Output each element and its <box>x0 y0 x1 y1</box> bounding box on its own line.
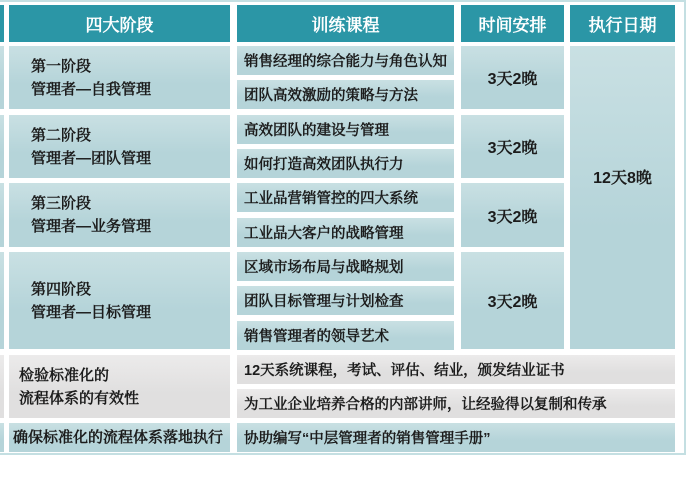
verification-label-line1: 检验标准化的 <box>19 366 110 384</box>
cropped-left-cell-fragment <box>0 355 4 418</box>
course-cell-4-2: 团队目标管理与计划检查 <box>237 286 454 315</box>
time-cell-1: 3天2晚 <box>461 46 564 109</box>
stage-4-title: 第四阶段 <box>31 280 92 298</box>
course-cell-2-1: 高效团队的建设与管理 <box>237 115 454 144</box>
implementation-row-label <box>9 423 230 452</box>
course-cell-4-3: 销售管理者的领导艺术 <box>237 321 454 350</box>
stage-cell-3 <box>9 183 230 247</box>
course-cell-1-2: 团队高效激励的策略与方法 <box>237 80 454 109</box>
cropped-left-header-fragment <box>0 5 4 42</box>
header-time: 时间安排 <box>461 5 564 42</box>
verification-label-line2: 流程体系的有效性 <box>19 389 140 407</box>
stage-cell-4 <box>9 252 230 349</box>
header-four-stages: 四大阶段 <box>9 5 230 42</box>
cropped-left-cell-fragment <box>0 252 4 349</box>
course-cell-3-2: 工业品大客户的战略管理 <box>237 218 454 247</box>
verification-item-1: 12天系统课程，考试、评估、结业，颁发结业证书 <box>237 355 675 384</box>
course-cell-1-1: 销售经理的综合能力与角色认知 <box>237 46 454 75</box>
stage-cell-1 <box>9 46 230 109</box>
cropped-left-cell-fragment <box>0 115 4 178</box>
stage-3-subtitle: 管理者—业务管理 <box>31 218 152 235</box>
header-courses: 训练课程 <box>237 5 454 42</box>
stage-cell-2 <box>9 115 230 178</box>
cropped-left-cell-fragment <box>0 423 4 452</box>
header-exec-date: 执行日期 <box>570 5 675 42</box>
stage-1-title: 第一阶段 <box>31 57 92 75</box>
verification-row-label <box>9 355 230 418</box>
cropped-left-cell-fragment <box>0 183 4 247</box>
stage-4-subtitle: 管理者—目标管理 <box>31 303 152 321</box>
implementation-label-line1: 确保标准化的流程体系落地执行 <box>13 429 224 446</box>
cropped-left-cell-fragment <box>0 46 4 109</box>
course-cell-3-1: 工业品营销管控的四大系统 <box>237 183 454 212</box>
time-cell-4: 3天2晚 <box>461 252 564 349</box>
course-cell-2-2: 如何打造高效团队执行力 <box>237 149 454 178</box>
time-cell-3: 3天2晚 <box>461 183 564 247</box>
implementation-item-1: 协助编写“中层管理者的销售管理手册” <box>237 423 675 452</box>
stage-1-subtitle: 管理者—自我管理 <box>31 80 152 98</box>
execution-date-cell: 12天8晚 <box>570 46 675 349</box>
stage-2-title: 第二阶段 <box>31 126 92 144</box>
verification-item-2: 为工业企业培养合格的内部讲师，让经验得以复制和传承 <box>237 389 675 418</box>
stage-3-title: 第三阶段 <box>31 195 92 212</box>
course-cell-4-1: 区域市场布局与战略规划 <box>237 252 454 281</box>
stage-2-subtitle: 管理者—团队管理 <box>31 149 152 167</box>
time-cell-2: 3天2晚 <box>461 115 564 178</box>
